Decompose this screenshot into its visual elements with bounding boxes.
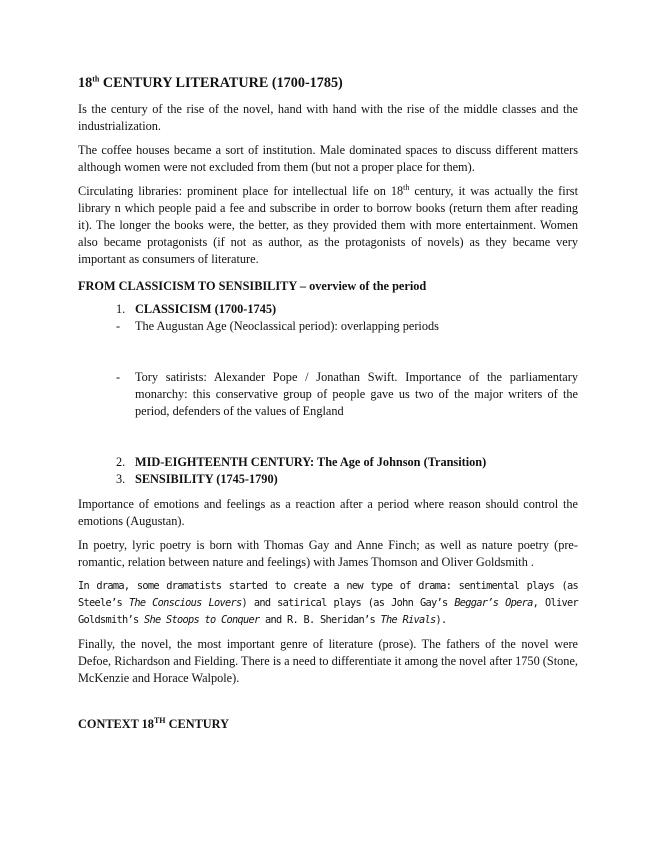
title-the-rivals: The Rivals: [380, 614, 436, 626]
list-item-sensibility: [78, 471, 578, 488]
section-heading-overview: FROM CLASSICISM TO SENSIBILITY – overview of the period: [78, 279, 427, 293]
bullet-augustan-age: [78, 318, 578, 335]
paragraph-coffee-houses: The coffee houses became a sort of institution. Male dominated spaces to discuss different matters although women were not excluded from them (but not a proper place for them).: [78, 143, 578, 174]
bullet-text: Tory satirists: Alexander Pope / Jonathan Swift. Importance of the parliamentary monarchy: this conservative group of people gave us two of the major writers of the period, defenders of the values of England: [135, 370, 578, 418]
paragraph-emotions: Importance of emotions and feelings as a reaction after a period where reason should control the emotions (Augustan).: [78, 497, 578, 528]
context-rest: CENTURY: [165, 717, 229, 731]
bullet-text: The Augustan Age (Neoclassical period): overlapping periods: [135, 319, 439, 333]
page-title: [78, 74, 578, 93]
list-number: 1.: [116, 302, 126, 316]
libraries-text-b: century, it was actually the first library n which people paid a fee and subscribe in order to borrow books (return them after reading it). The longer the books were, the better, as they provided them with more entertainment. Women also became protagonists (if not as author, as the protagonists of novels) as they became very important as consumers of literature.: [78, 184, 578, 266]
libraries-sup: th: [403, 182, 410, 192]
title-conscious-lovers: The Conscious Lovers: [128, 597, 242, 609]
paragraph-intro: Is the century of the rise of the novel, hand with hand with the rise of the middle classes and the industrialization.: [78, 102, 578, 133]
section-heading-context: [78, 716, 578, 733]
paragraph-novel: Finally, the novel, the most important genre of literature (prose). The fathers of the novel were Defoe, Richardson and Fielding. There is a need to differentiate it among the novel after 1750 (Stone, McKenzie and Horace Walpole).: [78, 637, 578, 685]
bullet-tory-satirists: [78, 369, 578, 420]
drama-text: ) and satirical plays (as John Gay’s: [241, 597, 455, 609]
title-she-stoops: She Stoops to Conquer: [144, 614, 260, 626]
drama-text: In drama, some dramatists started to create a new type of drama: sentimental plays (as Steele’s: [78, 580, 578, 609]
list-number: 2.: [116, 455, 126, 469]
drama-text: and R. B. Sheridan’s: [259, 614, 381, 626]
context-sup: TH: [153, 715, 166, 725]
list-item-label: MID-EIGHTEENTH CENTURY: The Age of Johnson (Transition): [135, 455, 487, 469]
paragraph-poetry: In poetry, lyric poetry is born with Thomas Gay and Anne Finch; as well as nature poetry (pre-romantic, relation between nature and feelings) with James Thomson and Oliver Goldsmith .: [78, 538, 578, 569]
document-body: [78, 74, 578, 733]
drama-text: , Oliver Goldsmith’s: [78, 597, 578, 626]
title-sup: th: [92, 74, 100, 84]
title-rest: CENTURY LITERATURE (1700-1785): [99, 75, 343, 91]
list-item-mid-eighteenth: [78, 454, 578, 471]
dash-marker: -: [116, 319, 121, 333]
list-item-label: CLASSICISM (1700-1745): [135, 302, 277, 316]
title-beggars-opera: Beggar’s Opera: [454, 597, 533, 609]
libraries-text-a: Circulating libraries: prominent place for intellectual life on 18: [78, 184, 404, 198]
paragraph-libraries: [78, 183, 578, 268]
title-prefix: 18: [78, 75, 93, 91]
list-item-label: SENSIBILITY (1745-1790): [135, 472, 278, 486]
dash-marker: -: [116, 370, 121, 384]
list-number: 3.: [116, 472, 126, 486]
context-prefix: CONTEXT 18: [78, 717, 154, 731]
paragraph-drama: [78, 578, 578, 629]
list-item-classicism: [78, 301, 578, 318]
drama-text: ).: [435, 614, 447, 626]
